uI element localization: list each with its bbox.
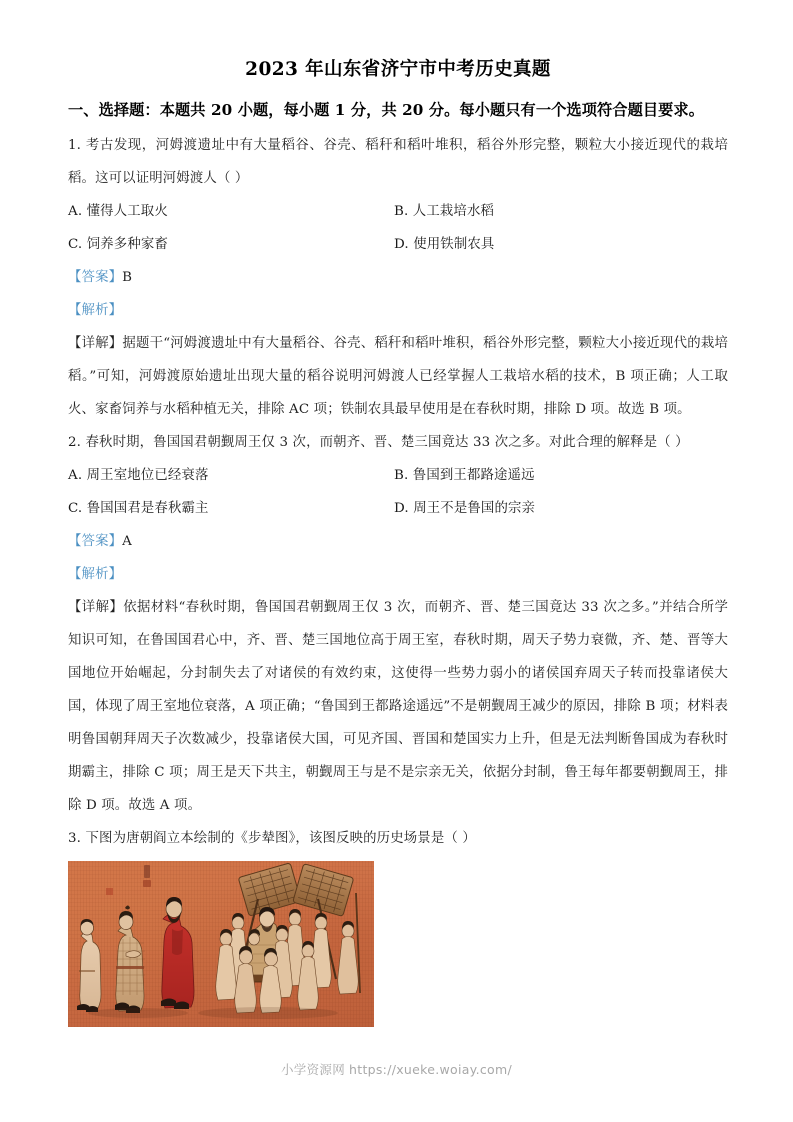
question-2-option-b[interactable]: B. 鲁国到王都路途遥远 xyxy=(394,467,535,483)
question-3 xyxy=(68,822,728,1027)
question-2-options-row-1 xyxy=(68,459,728,492)
question-1-option-c[interactable]: C. 饲养多种家畜 xyxy=(68,236,168,252)
document-content xyxy=(68,58,728,1027)
footer-watermark xyxy=(0,1060,793,1078)
question-1-stem: 1. 考古发现，河姆渡遗址中有大量稻谷、谷壳、稻秆和稻叶堆积，稻谷外形完整，颗粒大小接近现代的栽培稻。这可以证明河姆渡人（ ） xyxy=(68,137,728,186)
question-1-analysis-label-line xyxy=(68,294,728,327)
analysis-label: 【解析】 xyxy=(68,302,123,318)
question-1-answer-value: B xyxy=(122,269,133,285)
question-1-options-row-1 xyxy=(68,195,728,228)
question-2-options-row-2 xyxy=(68,492,728,525)
question-2-option-c[interactable]: C. 鲁国国君是春秋霸主 xyxy=(68,500,209,516)
ground-shading xyxy=(88,1007,338,1019)
question-1 xyxy=(68,129,728,426)
bunian-tu-painting xyxy=(68,861,374,1027)
question-2 xyxy=(68,426,728,822)
page-title: 2023 年山东省济宁市中考历史真题 xyxy=(245,59,551,80)
question-1-option-b[interactable]: B. 人工栽培水稻 xyxy=(394,203,495,219)
question-2-analysis-label-line xyxy=(68,558,728,591)
belt xyxy=(116,966,144,969)
figure-tibetan-envoy xyxy=(115,905,145,1013)
question-1-options-row-2 xyxy=(68,228,728,261)
question-2-answer-value: A xyxy=(122,533,132,549)
question-1-option-d[interactable]: D. 使用铁制农具 xyxy=(394,236,495,252)
seal-mark xyxy=(144,865,150,878)
question-1-detail: 【详解】据题干“河姆渡遗址中有大量稻谷、谷壳、稻秆和稻叶堆积，稻谷外形完整，颗粒大小接近现代的栽培稻。”可知，河姆渡原始遗址出现大量的稻谷说明河姆渡人已经掌握人工栽培水稻的技术，B 项正确；人工取火、家畜饲养与水稻种植无关，排除 AC 项；铁制农具最早使用是在春秋时期，排除 D 项。故选 B 项。 xyxy=(68,335,728,417)
section-heading: 一、选择题：本题共 20 小题，每小题 1 分，共 20 分。每小题只有一个选项符合题目要求。 xyxy=(68,100,705,119)
question-2-detail: 【详解】依据材料“春秋时期，鲁国国君朝觐周王仅 3 次，而朝齐、晋、楚三国竟达 33 次之多。”并结合所学知识可知，在鲁国国君心中，齐、晋、楚三国地位高于周王室，春秋时期，周天子势力衰微，齐、楚、晋等大国地位开始崛起，分封制失去了对诸侯的有效约束，这使得一些势力弱小的诸侯国弃周天子转而投靠诸侯大国，体现了周王室地位衰落，A 项正确；“鲁国到王都路途遥远”不是朝觐周王减少的原因，排除 B 项；材料表明鲁国朝拜周天子次数减少，投靠诸侯大国，可见齐国、晋国和楚国实力上升，但是无法判断鲁国成为春秋时期霸主，排除 C 项；周王是天下共主，朝觐周王与是不是宗亲无关，依据分封制，鲁王每年都要朝觐周王，排除 D 项。故选 A 项。 xyxy=(68,599,728,813)
answer-label: 【答案】 xyxy=(68,269,123,285)
figure-red-robed-official xyxy=(161,897,194,1009)
painting-figures xyxy=(68,861,374,1027)
analysis-label: 【解析】 xyxy=(68,566,123,582)
question-2-option-d[interactable]: D. 周王不是鲁国的宗亲 xyxy=(394,500,536,516)
footer-url: https://xueke.woiay.com/ xyxy=(349,1062,512,1077)
answer-label: 【答案】 xyxy=(68,533,123,549)
question-2-answer xyxy=(68,525,728,558)
footer-site-name: 小学资源网 xyxy=(281,1062,346,1077)
figure-attendant-left xyxy=(77,919,101,1012)
question-3-stem: 3. 下图为唐朝阎立本绘制的《步辇图》，该图反映的历史场景是（ ） xyxy=(68,830,476,846)
question-1-answer xyxy=(68,261,728,294)
question-3-figure xyxy=(68,861,374,1027)
question-1-option-a[interactable]: A. 懂得人工取火 xyxy=(68,203,168,219)
question-2-option-a[interactable]: A. 周王室地位已经衰落 xyxy=(68,467,209,483)
question-2-stem: 2. 春秋时期，鲁国国君朝觐周王仅 3 次，而朝齐、晋、楚三国竟达 33 次之多。对此合理的解释是（ ） xyxy=(68,434,689,450)
